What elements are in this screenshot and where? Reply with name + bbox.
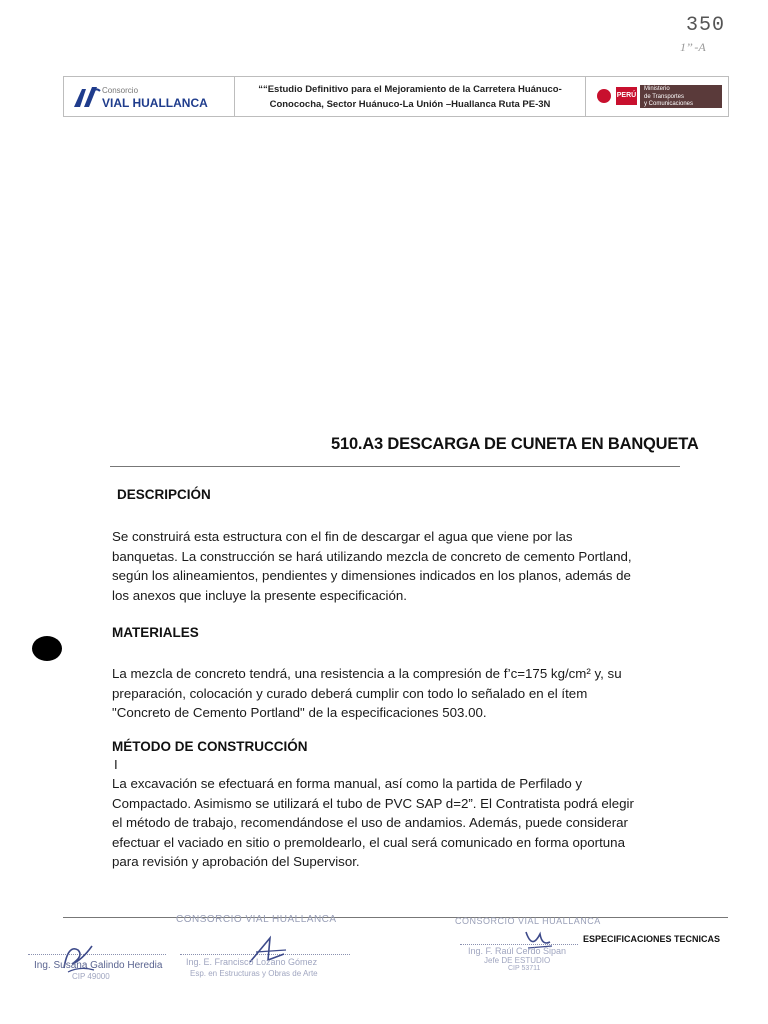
text-line: Compactado. Asimismo se utilizará el tubo de PVC SAP d=2”. El Contratista podrá elegir <box>112 795 634 811</box>
consortium-logo <box>64 77 235 116</box>
signer-3-cip: CIP 53711 <box>508 965 541 972</box>
text-line: preparación, colocación y curado deberá cumplir con todo lo señalado en el ítem <box>112 685 588 701</box>
project-title-line-1: ““Estudio Definitivo para el Mejoramiento de la Carretera Huánuco- <box>258 83 562 95</box>
page-number-annotation: 1’’ -A <box>680 40 706 54</box>
page-number: 350 <box>686 14 726 37</box>
text-line: según los alineamientos, pendientes y dimensiones indicados en los planos, además de <box>112 568 631 583</box>
peru-crest-icon <box>597 89 611 103</box>
peru-label: PERÚ <box>616 87 637 105</box>
ministry-name <box>640 85 722 108</box>
text-line: banquetas. La construcción se hará utilizando mezcla de concreto de cemento Portland, <box>112 548 632 564</box>
text-line: La excavación se efectuará en forma manual, así como la partida de Perfilado y <box>112 776 583 791</box>
text-line: los anexos que incluye la presente especificación. <box>112 587 407 603</box>
text-line: La mezcla de concreto tendrá, una resistencia a la compresión de f’c=175 kg/cm² y, su <box>112 666 622 681</box>
document-header <box>63 76 729 117</box>
text-line: Se construirá esta estructura con el fin de descargar el agua que viene por las <box>112 529 573 544</box>
footer-document-label: ESPECIFICACIONES TECNICAS <box>583 934 721 944</box>
ministry-line-2: de Transportes <box>644 93 685 100</box>
paragraph-metodo-construccion <box>112 774 680 872</box>
project-title-line-2: Conococha, Sector Huánuco-La Unión –Huallanca Ruta PE-3N <box>269 98 551 110</box>
heading-descripcion: DESCRIPCIÓN <box>117 487 211 502</box>
signer-3-name: Ing. F. Raúl Cerdo Sipan <box>468 946 567 956</box>
text-line: para revisión y aprobación del Supervisor. <box>112 854 360 869</box>
ministry-line-1: Ministerio <box>644 86 670 92</box>
consortium-small-label: Consorcio <box>102 86 139 95</box>
text-line: "Concreto de Cemento Portland" de la especificaciones 503.00. <box>112 705 487 720</box>
signer-3-title: Jefe DE ESTUDIO <box>484 956 551 965</box>
signer-1-cip: CIP 49000 <box>72 972 110 981</box>
signer-1-name: Ing. Susana Galindo Heredia <box>34 960 163 971</box>
paragraph-materiales <box>112 664 680 723</box>
signer-2-name: Ing. E. Francisco Lozano Gómez <box>186 957 318 967</box>
paragraph-descripcion <box>112 527 680 605</box>
project-title <box>235 77 586 116</box>
text-line: el método de trabajo, recomendándose el uso de andamios. Además, puede considerar <box>112 815 628 830</box>
consortium-name: VIAL HUALLANCA <box>102 96 208 110</box>
stamp-consortium-right: CONSORCIO VIAL HUALLANCA <box>455 916 601 926</box>
ministry-line-3: y Comunicaciones <box>644 101 694 107</box>
signature-line-3 <box>460 944 578 945</box>
heading-metodo-construccion: MÉTODO DE CONSTRUCCIÓN <box>112 739 308 754</box>
footer-divider <box>63 917 728 918</box>
consortium-logo-icon <box>72 83 102 109</box>
stamp-consortium-left: CONSORCIO VIAL HUALLANCA <box>176 914 337 925</box>
section-title: 510.A3 DESCARGA DE CUNETA EN BANQUETA <box>331 435 699 453</box>
text-line: efectuar el vaciado en sitio o premoldearlo, el cual será comunicado en forma oportuna <box>112 834 625 850</box>
heading-materiales: MATERIALES <box>112 625 199 640</box>
signer-2-title: Esp. en Estructuras y Obras de Arte <box>190 969 318 978</box>
title-divider <box>110 466 680 467</box>
punch-hole <box>32 636 62 661</box>
ministry-logo <box>586 77 728 116</box>
stray-text-marker: I <box>114 757 118 772</box>
